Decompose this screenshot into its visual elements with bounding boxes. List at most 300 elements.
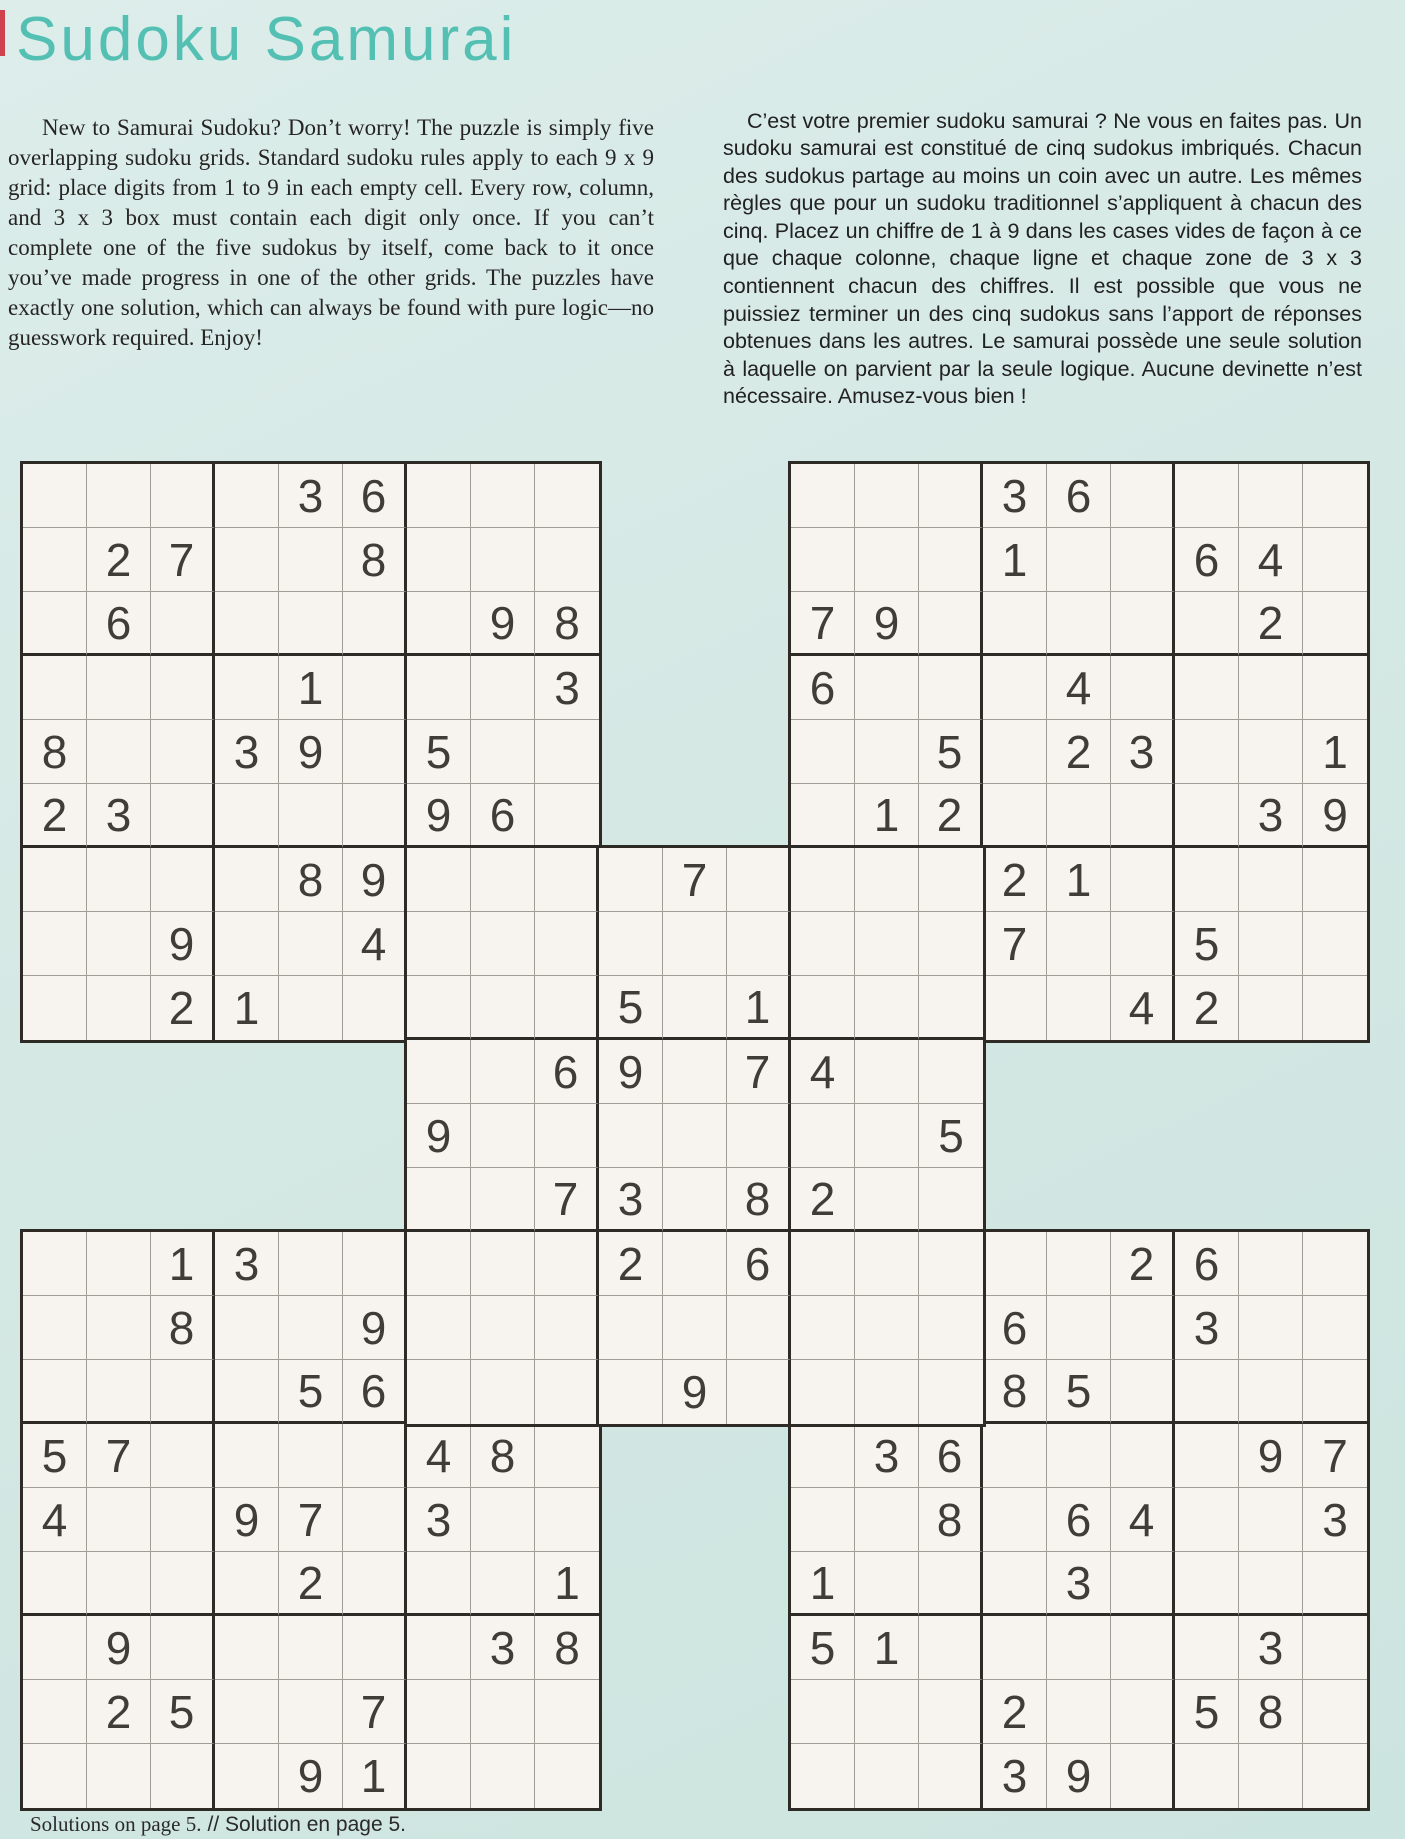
sudoku-cell[interactable] <box>87 464 151 528</box>
sudoku-cell[interactable]: 2 <box>919 784 983 848</box>
sudoku-cell[interactable] <box>343 1424 407 1488</box>
sudoku-cell[interactable] <box>471 848 535 912</box>
sudoku-cell[interactable] <box>23 1296 87 1360</box>
sudoku-cell[interactable] <box>535 528 599 592</box>
sudoku-cell[interactable] <box>663 976 727 1040</box>
sudoku-cell[interactable]: 8 <box>471 1424 535 1488</box>
sudoku-cell[interactable]: 7 <box>87 1424 151 1488</box>
sudoku-cell[interactable] <box>855 1040 919 1104</box>
sudoku-cell[interactable]: 9 <box>1239 1424 1303 1488</box>
sudoku-cell[interactable] <box>855 912 919 976</box>
sudoku-cell[interactable] <box>1303 1616 1367 1680</box>
sudoku-cell[interactable] <box>1303 592 1367 656</box>
sudoku-cell[interactable] <box>407 912 471 976</box>
sudoku-cell[interactable] <box>1239 656 1303 720</box>
sudoku-cell[interactable] <box>791 848 855 912</box>
sudoku-cell[interactable] <box>407 1680 471 1744</box>
sudoku-cell[interactable]: 9 <box>151 912 215 976</box>
sudoku-cell[interactable] <box>855 848 919 912</box>
sudoku-cell[interactable]: 3 <box>1111 720 1175 784</box>
sudoku-cell[interactable] <box>151 464 215 528</box>
sudoku-cell[interactable]: 6 <box>791 656 855 720</box>
sudoku-cell[interactable]: 1 <box>535 1552 599 1616</box>
sudoku-cell[interactable]: 8 <box>279 848 343 912</box>
sudoku-cell[interactable] <box>791 976 855 1040</box>
sudoku-cell[interactable] <box>1047 976 1111 1040</box>
sudoku-cell[interactable]: 9 <box>407 784 471 848</box>
sudoku-cell[interactable]: 3 <box>215 720 279 784</box>
sudoku-cell[interactable] <box>1303 1232 1367 1296</box>
sudoku-cell[interactable] <box>791 784 855 848</box>
sudoku-cell[interactable]: 2 <box>1047 720 1111 784</box>
sudoku-cell[interactable] <box>535 1680 599 1744</box>
sudoku-cell[interactable]: 1 <box>791 1552 855 1616</box>
sudoku-cell[interactable] <box>1111 1424 1175 1488</box>
sudoku-cell[interactable]: 1 <box>151 1232 215 1296</box>
sudoku-cell[interactable]: 7 <box>535 1168 599 1232</box>
sudoku-cell[interactable] <box>983 784 1047 848</box>
sudoku-cell[interactable]: 5 <box>1047 1360 1111 1424</box>
sudoku-cell[interactable] <box>1303 1360 1367 1424</box>
sudoku-cell[interactable] <box>1175 784 1239 848</box>
sudoku-cell[interactable] <box>599 1360 663 1424</box>
sudoku-cell[interactable]: 8 <box>23 720 87 784</box>
sudoku-cell[interactable] <box>215 656 279 720</box>
sudoku-cell[interactable]: 3 <box>1303 1488 1367 1552</box>
sudoku-cell[interactable] <box>1175 1616 1239 1680</box>
sudoku-cell[interactable] <box>87 1296 151 1360</box>
sudoku-cell[interactable] <box>23 848 87 912</box>
sudoku-cell[interactable] <box>471 1104 535 1168</box>
sudoku-cell[interactable]: 5 <box>791 1616 855 1680</box>
sudoku-cell[interactable] <box>215 912 279 976</box>
sudoku-cell[interactable] <box>599 912 663 976</box>
sudoku-cell[interactable]: 5 <box>919 720 983 784</box>
sudoku-cell[interactable] <box>1239 976 1303 1040</box>
sudoku-cell[interactable] <box>919 1616 983 1680</box>
sudoku-cell[interactable] <box>1303 848 1367 912</box>
sudoku-cell[interactable]: 2 <box>1175 976 1239 1040</box>
sudoku-cell[interactable] <box>1111 464 1175 528</box>
sudoku-cell[interactable]: 1 <box>855 784 919 848</box>
sudoku-cell[interactable]: 6 <box>983 1296 1047 1360</box>
sudoku-cell[interactable] <box>983 1552 1047 1616</box>
sudoku-cell[interactable] <box>471 1296 535 1360</box>
sudoku-cell[interactable] <box>855 1552 919 1616</box>
sudoku-cell[interactable] <box>791 1744 855 1808</box>
sudoku-cell[interactable] <box>23 976 87 1040</box>
sudoku-cell[interactable] <box>471 1552 535 1616</box>
sudoku-cell[interactable] <box>1047 528 1111 592</box>
sudoku-cell[interactable]: 5 <box>919 1104 983 1168</box>
sudoku-cell[interactable] <box>791 1296 855 1360</box>
sudoku-cell[interactable] <box>1111 1296 1175 1360</box>
sudoku-cell[interactable]: 4 <box>1111 1488 1175 1552</box>
sudoku-cell[interactable] <box>1047 784 1111 848</box>
sudoku-cell[interactable] <box>151 784 215 848</box>
sudoku-cell[interactable] <box>983 1488 1047 1552</box>
sudoku-cell[interactable]: 5 <box>599 976 663 1040</box>
sudoku-cell[interactable] <box>87 848 151 912</box>
sudoku-cell[interactable]: 1 <box>1303 720 1367 784</box>
sudoku-cell[interactable] <box>727 912 791 976</box>
sudoku-cell[interactable]: 2 <box>983 1680 1047 1744</box>
sudoku-cell[interactable] <box>1303 528 1367 592</box>
sudoku-cell[interactable]: 5 <box>23 1424 87 1488</box>
sudoku-cell[interactable] <box>855 1296 919 1360</box>
sudoku-cell[interactable]: 6 <box>87 592 151 656</box>
sudoku-cell[interactable] <box>23 912 87 976</box>
sudoku-cell[interactable] <box>471 912 535 976</box>
sudoku-cell[interactable] <box>919 1680 983 1744</box>
sudoku-cell[interactable] <box>1111 1680 1175 1744</box>
sudoku-cell[interactable] <box>407 1744 471 1808</box>
sudoku-cell[interactable] <box>215 1360 279 1424</box>
sudoku-cell[interactable] <box>1111 1744 1175 1808</box>
sudoku-cell[interactable] <box>23 528 87 592</box>
sudoku-cell[interactable] <box>855 464 919 528</box>
sudoku-cell[interactable]: 4 <box>791 1040 855 1104</box>
sudoku-cell[interactable]: 6 <box>919 1424 983 1488</box>
sudoku-cell[interactable] <box>599 1104 663 1168</box>
sudoku-cell[interactable] <box>983 976 1047 1040</box>
sudoku-cell[interactable] <box>471 1744 535 1808</box>
sudoku-cell[interactable] <box>919 1552 983 1616</box>
sudoku-cell[interactable] <box>87 912 151 976</box>
sudoku-cell[interactable] <box>23 1232 87 1296</box>
sudoku-cell[interactable]: 9 <box>279 720 343 784</box>
sudoku-cell[interactable]: 2 <box>983 848 1047 912</box>
sudoku-cell[interactable] <box>151 1616 215 1680</box>
sudoku-cell[interactable] <box>151 1424 215 1488</box>
sudoku-cell[interactable] <box>279 1424 343 1488</box>
sudoku-cell[interactable] <box>791 1680 855 1744</box>
sudoku-cell[interactable] <box>471 656 535 720</box>
sudoku-cell[interactable] <box>1111 592 1175 656</box>
sudoku-cell[interactable] <box>87 1360 151 1424</box>
sudoku-cell[interactable]: 9 <box>855 592 919 656</box>
sudoku-cell[interactable]: 2 <box>151 976 215 1040</box>
sudoku-cell[interactable]: 6 <box>343 464 407 528</box>
sudoku-cell[interactable] <box>983 1232 1047 1296</box>
sudoku-cell[interactable]: 1 <box>855 1616 919 1680</box>
sudoku-cell[interactable]: 9 <box>1047 1744 1111 1808</box>
sudoku-cell[interactable] <box>407 976 471 1040</box>
sudoku-cell[interactable] <box>343 1616 407 1680</box>
sudoku-cell[interactable] <box>1303 1680 1367 1744</box>
sudoku-cell[interactable] <box>855 1744 919 1808</box>
sudoku-cell[interactable] <box>663 1104 727 1168</box>
sudoku-cell[interactable] <box>727 848 791 912</box>
sudoku-cell[interactable]: 2 <box>791 1168 855 1232</box>
sudoku-cell[interactable] <box>855 1680 919 1744</box>
sudoku-cell[interactable] <box>791 528 855 592</box>
sudoku-cell[interactable]: 3 <box>407 1488 471 1552</box>
sudoku-cell[interactable] <box>279 784 343 848</box>
sudoku-cell[interactable] <box>1175 1360 1239 1424</box>
sudoku-cell[interactable] <box>215 1552 279 1616</box>
sudoku-cell[interactable] <box>983 592 1047 656</box>
sudoku-cell[interactable] <box>1047 1232 1111 1296</box>
sudoku-cell[interactable]: 2 <box>87 528 151 592</box>
sudoku-cell[interactable]: 8 <box>727 1168 791 1232</box>
sudoku-cell[interactable] <box>151 720 215 784</box>
sudoku-cell[interactable]: 5 <box>407 720 471 784</box>
sudoku-cell[interactable] <box>919 912 983 976</box>
sudoku-cell[interactable] <box>215 784 279 848</box>
sudoku-cell[interactable] <box>343 976 407 1040</box>
sudoku-cell[interactable] <box>471 1168 535 1232</box>
sudoku-cell[interactable]: 1 <box>727 976 791 1040</box>
sudoku-cell[interactable] <box>791 1424 855 1488</box>
sudoku-cell[interactable] <box>1303 1744 1367 1808</box>
sudoku-cell[interactable] <box>855 1360 919 1424</box>
sudoku-cell[interactable]: 4 <box>407 1424 471 1488</box>
sudoku-cell[interactable]: 2 <box>279 1552 343 1616</box>
sudoku-cell[interactable]: 9 <box>663 1360 727 1424</box>
sudoku-cell[interactable] <box>23 656 87 720</box>
sudoku-cell[interactable] <box>919 1168 983 1232</box>
sudoku-cell[interactable] <box>1111 1552 1175 1616</box>
sudoku-cell[interactable] <box>1239 848 1303 912</box>
sudoku-cell[interactable] <box>855 528 919 592</box>
sudoku-cell[interactable] <box>407 1040 471 1104</box>
sudoku-cell[interactable] <box>855 1168 919 1232</box>
sudoku-cell[interactable]: 8 <box>151 1296 215 1360</box>
sudoku-cell[interactable] <box>151 656 215 720</box>
sudoku-cell[interactable]: 6 <box>535 1040 599 1104</box>
sudoku-cell[interactable]: 1 <box>215 976 279 1040</box>
sudoku-cell[interactable] <box>727 1360 791 1424</box>
sudoku-cell[interactable] <box>215 592 279 656</box>
sudoku-cell[interactable]: 7 <box>791 592 855 656</box>
sudoku-cell[interactable] <box>919 464 983 528</box>
sudoku-cell[interactable] <box>919 656 983 720</box>
sudoku-cell[interactable]: 7 <box>983 912 1047 976</box>
sudoku-cell[interactable] <box>1303 656 1367 720</box>
sudoku-cell[interactable] <box>407 592 471 656</box>
sudoku-cell[interactable] <box>1111 1360 1175 1424</box>
sudoku-cell[interactable] <box>919 1360 983 1424</box>
sudoku-cell[interactable] <box>855 656 919 720</box>
sudoku-cell[interactable] <box>535 1744 599 1808</box>
sudoku-cell[interactable] <box>87 720 151 784</box>
sudoku-cell[interactable] <box>1111 528 1175 592</box>
sudoku-cell[interactable] <box>215 1296 279 1360</box>
sudoku-cell[interactable]: 8 <box>983 1360 1047 1424</box>
sudoku-cell[interactable] <box>151 848 215 912</box>
sudoku-cell[interactable] <box>535 1424 599 1488</box>
sudoku-cell[interactable]: 8 <box>535 592 599 656</box>
sudoku-cell[interactable]: 3 <box>1239 784 1303 848</box>
sudoku-cell[interactable]: 7 <box>279 1488 343 1552</box>
sudoku-cell[interactable] <box>791 912 855 976</box>
sudoku-cell[interactable] <box>471 1360 535 1424</box>
sudoku-cell[interactable] <box>471 1680 535 1744</box>
sudoku-cell[interactable]: 9 <box>407 1104 471 1168</box>
sudoku-cell[interactable] <box>1303 464 1367 528</box>
sudoku-cell[interactable] <box>407 1552 471 1616</box>
sudoku-cell[interactable] <box>407 656 471 720</box>
sudoku-cell[interactable] <box>151 1744 215 1808</box>
sudoku-cell[interactable] <box>1047 1296 1111 1360</box>
sudoku-cell[interactable] <box>919 1040 983 1104</box>
sudoku-cell[interactable]: 4 <box>1239 528 1303 592</box>
sudoku-cell[interactable]: 6 <box>1047 1488 1111 1552</box>
sudoku-cell[interactable] <box>343 784 407 848</box>
sudoku-cell[interactable] <box>215 1744 279 1808</box>
sudoku-cell[interactable] <box>1111 656 1175 720</box>
sudoku-cell[interactable]: 9 <box>471 592 535 656</box>
sudoku-cell[interactable] <box>599 848 663 912</box>
sudoku-cell[interactable]: 8 <box>919 1488 983 1552</box>
sudoku-cell[interactable] <box>855 1104 919 1168</box>
sudoku-cell[interactable] <box>1047 592 1111 656</box>
sudoku-cell[interactable] <box>1239 1488 1303 1552</box>
sudoku-cell[interactable] <box>151 592 215 656</box>
sudoku-cell[interactable] <box>663 1040 727 1104</box>
sudoku-cell[interactable] <box>983 1424 1047 1488</box>
sudoku-cell[interactable] <box>87 1232 151 1296</box>
sudoku-cell[interactable] <box>919 528 983 592</box>
sudoku-cell[interactable]: 3 <box>215 1232 279 1296</box>
sudoku-cell[interactable]: 9 <box>1303 784 1367 848</box>
sudoku-cell[interactable]: 2 <box>1111 1232 1175 1296</box>
sudoku-cell[interactable] <box>407 1168 471 1232</box>
sudoku-cell[interactable] <box>87 1744 151 1808</box>
sudoku-cell[interactable] <box>87 976 151 1040</box>
sudoku-cell[interactable] <box>1239 1296 1303 1360</box>
sudoku-cell[interactable] <box>279 528 343 592</box>
sudoku-cell[interactable]: 6 <box>471 784 535 848</box>
sudoku-cell[interactable] <box>407 1232 471 1296</box>
sudoku-cell[interactable] <box>279 1296 343 1360</box>
sudoku-cell[interactable]: 6 <box>1175 528 1239 592</box>
sudoku-cell[interactable] <box>1303 1552 1367 1616</box>
sudoku-cell[interactable]: 3 <box>1175 1296 1239 1360</box>
sudoku-cell[interactable] <box>919 592 983 656</box>
sudoku-cell[interactable] <box>151 1552 215 1616</box>
sudoku-cell[interactable]: 5 <box>151 1680 215 1744</box>
sudoku-cell[interactable] <box>855 720 919 784</box>
sudoku-cell[interactable] <box>407 1616 471 1680</box>
sudoku-cell[interactable] <box>919 1232 983 1296</box>
sudoku-cell[interactable] <box>1303 912 1367 976</box>
sudoku-cell[interactable] <box>343 592 407 656</box>
sudoku-cell[interactable] <box>23 1616 87 1680</box>
sudoku-cell[interactable] <box>279 1616 343 1680</box>
sudoku-cell[interactable] <box>343 656 407 720</box>
sudoku-cell[interactable]: 9 <box>599 1040 663 1104</box>
sudoku-cell[interactable] <box>1175 848 1239 912</box>
sudoku-cell[interactable]: 1 <box>343 1744 407 1808</box>
sudoku-cell[interactable] <box>791 1488 855 1552</box>
sudoku-cell[interactable] <box>1047 1424 1111 1488</box>
sudoku-cell[interactable] <box>1239 912 1303 976</box>
sudoku-cell[interactable]: 9 <box>343 1296 407 1360</box>
sudoku-cell[interactable] <box>1111 912 1175 976</box>
sudoku-cell[interactable] <box>791 1104 855 1168</box>
sudoku-cell[interactable] <box>407 1296 471 1360</box>
sudoku-cell[interactable]: 4 <box>1111 976 1175 1040</box>
sudoku-cell[interactable] <box>215 1680 279 1744</box>
sudoku-cell[interactable] <box>1239 1360 1303 1424</box>
sudoku-cell[interactable] <box>663 1168 727 1232</box>
sudoku-cell[interactable] <box>1175 720 1239 784</box>
sudoku-cell[interactable]: 4 <box>1047 656 1111 720</box>
sudoku-cell[interactable] <box>87 1488 151 1552</box>
sudoku-cell[interactable] <box>1111 1616 1175 1680</box>
sudoku-cell[interactable] <box>983 656 1047 720</box>
sudoku-cell[interactable]: 4 <box>343 912 407 976</box>
sudoku-cell[interactable] <box>471 464 535 528</box>
sudoku-cell[interactable] <box>791 1232 855 1296</box>
sudoku-cell[interactable] <box>1175 656 1239 720</box>
sudoku-cell[interactable] <box>1111 784 1175 848</box>
sudoku-cell[interactable] <box>919 976 983 1040</box>
sudoku-cell[interactable] <box>983 720 1047 784</box>
sudoku-cell[interactable] <box>1047 1680 1111 1744</box>
sudoku-cell[interactable] <box>535 848 599 912</box>
sudoku-cell[interactable] <box>1175 1744 1239 1808</box>
sudoku-cell[interactable] <box>983 1616 1047 1680</box>
sudoku-cell[interactable]: 1 <box>279 656 343 720</box>
sudoku-cell[interactable] <box>1175 464 1239 528</box>
sudoku-cell[interactable]: 8 <box>535 1616 599 1680</box>
sudoku-cell[interactable]: 5 <box>279 1360 343 1424</box>
sudoku-cell[interactable] <box>535 1360 599 1424</box>
sudoku-cell[interactable] <box>151 1488 215 1552</box>
sudoku-cell[interactable] <box>535 1488 599 1552</box>
sudoku-cell[interactable] <box>1303 976 1367 1040</box>
sudoku-cell[interactable]: 7 <box>663 848 727 912</box>
sudoku-cell[interactable]: 2 <box>599 1232 663 1296</box>
sudoku-cell[interactable] <box>663 912 727 976</box>
sudoku-cell[interactable]: 3 <box>279 464 343 528</box>
sudoku-cell[interactable]: 2 <box>1239 592 1303 656</box>
sudoku-cell[interactable] <box>855 1232 919 1296</box>
sudoku-cell[interactable] <box>471 1232 535 1296</box>
sudoku-cell[interactable] <box>663 1296 727 1360</box>
sudoku-cell[interactable] <box>663 1232 727 1296</box>
sudoku-cell[interactable]: 6 <box>343 1360 407 1424</box>
sudoku-cell[interactable] <box>471 528 535 592</box>
sudoku-cell[interactable] <box>23 1552 87 1616</box>
sudoku-cell[interactable]: 1 <box>983 528 1047 592</box>
sudoku-cell[interactable] <box>535 976 599 1040</box>
sudoku-cell[interactable] <box>215 528 279 592</box>
sudoku-cell[interactable] <box>471 1488 535 1552</box>
sudoku-cell[interactable] <box>1239 1744 1303 1808</box>
sudoku-cell[interactable] <box>535 1232 599 1296</box>
sudoku-cell[interactable] <box>1239 464 1303 528</box>
sudoku-cell[interactable] <box>471 976 535 1040</box>
sudoku-cell[interactable] <box>279 976 343 1040</box>
sudoku-cell[interactable] <box>343 1232 407 1296</box>
sudoku-cell[interactable] <box>407 464 471 528</box>
sudoku-cell[interactable] <box>727 1296 791 1360</box>
sudoku-cell[interactable] <box>855 1488 919 1552</box>
sudoku-cell[interactable] <box>215 848 279 912</box>
sudoku-cell[interactable] <box>791 1360 855 1424</box>
sudoku-cell[interactable] <box>87 656 151 720</box>
sudoku-cell[interactable] <box>1175 1424 1239 1488</box>
sudoku-cell[interactable] <box>23 1680 87 1744</box>
sudoku-cell[interactable] <box>1175 1552 1239 1616</box>
sudoku-cell[interactable]: 2 <box>87 1680 151 1744</box>
sudoku-cell[interactable] <box>535 1296 599 1360</box>
sudoku-cell[interactable]: 9 <box>87 1616 151 1680</box>
